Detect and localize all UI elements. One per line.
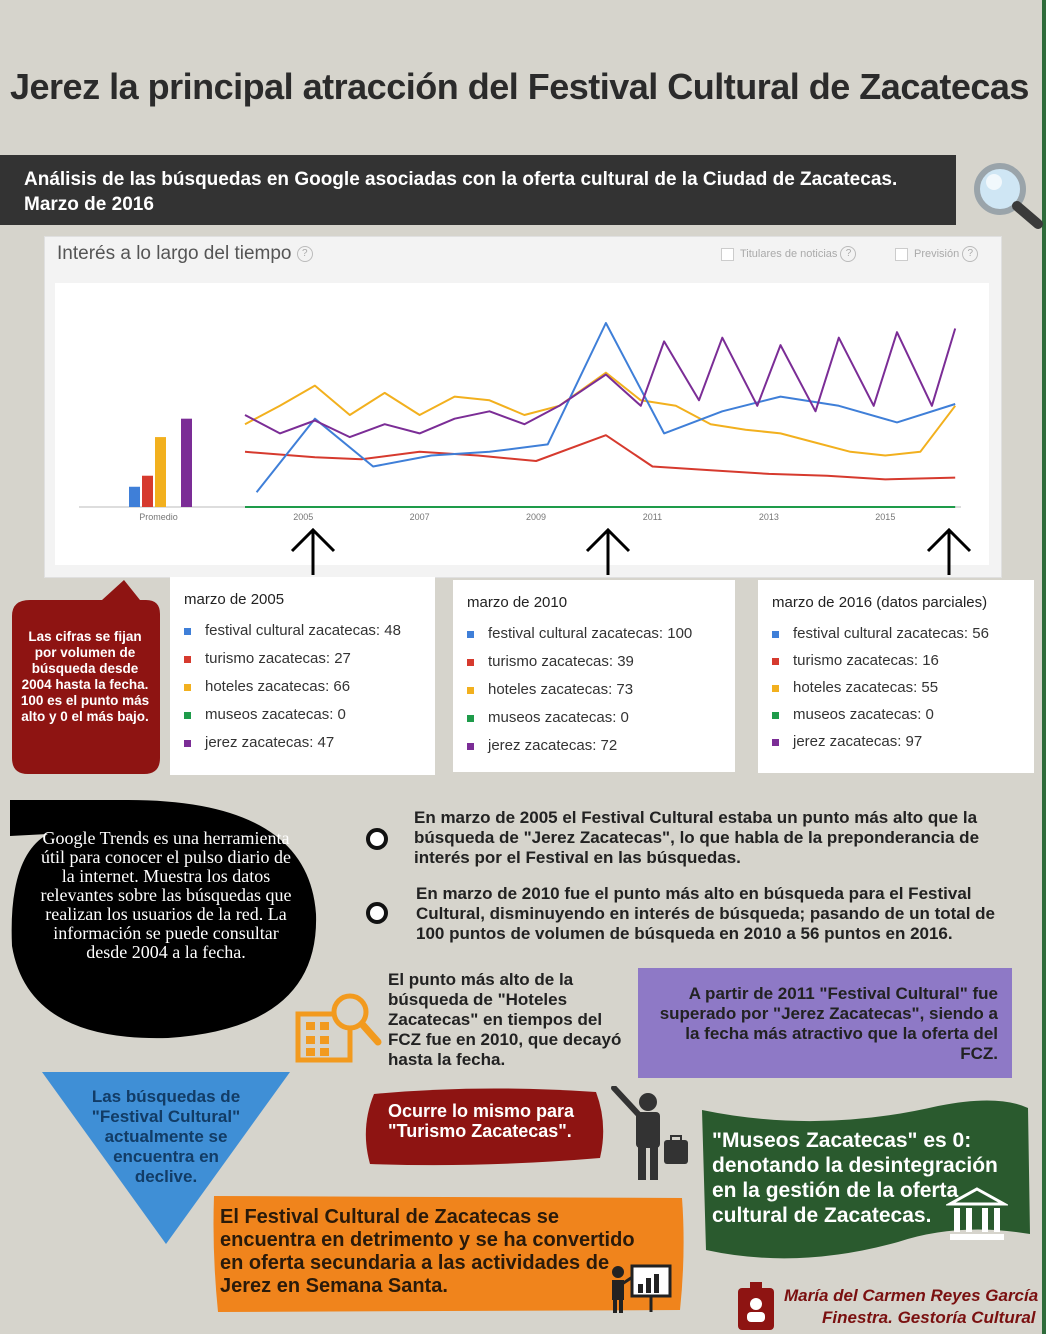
credit-line2: Finestra. Gestoría Cultural <box>822 1308 1036 1327</box>
x-tick-label: 2011 <box>642 512 663 522</box>
subtitle-bar <box>0 155 956 225</box>
red-note: Las cifras se fijan por volumen de búsqueda desde 2004 hasta la fecha. 100 es el punto más alto y 0 el más bajo. <box>20 629 150 724</box>
plot-area <box>55 283 989 565</box>
subtitle-line1: Análisis de las búsquedas en Google asociadas con la oferta cultural de la Ciudad de Zacatecas. <box>24 169 898 190</box>
page-title: Jerez la principal atracción del Festival Cultural de Zacatecas <box>10 66 1029 107</box>
turismo-note: Ocurre lo mismo para "Turismo Zacatecas". <box>388 1101 575 1141</box>
card-title: marzo de 2010 <box>467 594 568 611</box>
chart-panel <box>44 236 1002 578</box>
x-tick-label: 2005 <box>293 512 314 522</box>
chart-title: Interés a lo largo del tiempo ? <box>57 243 313 265</box>
list-item: festival cultural zacatecas: 100 <box>467 624 692 652</box>
list-item: museos zacatecas: 0 <box>772 705 989 732</box>
magnifier-icon <box>970 160 1046 230</box>
list-item: museos zacatecas: 0 <box>184 705 401 733</box>
card-title: marzo de 2016 (datos parciales) <box>772 594 988 611</box>
presenter-icon <box>606 1086 692 1182</box>
x-tick-label: 2009 <box>526 512 547 522</box>
list-item: jerez zacatecas: 97 <box>772 732 989 759</box>
average-bar <box>142 476 153 507</box>
card-2005 <box>170 577 435 775</box>
list-item: jerez zacatecas: 47 <box>184 733 401 761</box>
news-headlines-option[interactable]: Titulares de noticias ? <box>721 246 856 262</box>
checkbox-icon[interactable] <box>721 248 734 261</box>
museum-icon <box>946 1186 1008 1244</box>
bullet-text-2005: En marzo de 2005 el Festival Cultural estaba un punto más alto que la búsqueda de "Jerez Zacatecas", lo que habla de la preponderancia de interés por el Festival en las búsquedas. <box>414 808 980 867</box>
list-item: turismo zacatecas: 16 <box>772 651 989 678</box>
orange-note: El Festival Cultural de Zacatecas se encuentra en detrimento y se ha convertido en oferta secundaria a las actividades de Jerez en Semana Santa. <box>220 1206 635 1297</box>
series-line <box>245 329 955 438</box>
bullet-circle <box>366 828 388 850</box>
x-tick-label: 2015 <box>875 512 896 522</box>
presentation-icon <box>608 1262 674 1314</box>
arrow-up-icon <box>924 525 974 577</box>
average-bar <box>155 437 166 507</box>
list-item: turismo zacatecas: 39 <box>467 652 692 680</box>
arrow-up-icon <box>583 525 633 577</box>
list-item: museos zacatecas: 0 <box>467 708 692 736</box>
list-item: festival cultural zacatecas: 48 <box>184 621 401 649</box>
card-2010 <box>453 580 735 772</box>
x-tick-label: 2007 <box>409 512 430 522</box>
museos-note: "Museos Zacatecas" es 0: denotando la desintegración en la gestión de la oferta cultural de Zacatecas. <box>712 1129 998 1227</box>
help-icon[interactable]: ? <box>962 246 978 262</box>
average-bar <box>181 419 192 507</box>
series-line <box>245 435 955 479</box>
hotel-search-icon <box>292 990 384 1064</box>
trends-chart <box>55 283 989 565</box>
card-2016 <box>758 580 1034 773</box>
help-icon[interactable]: ? <box>297 246 313 262</box>
list-item: hoteles zacatecas: 73 <box>467 680 692 708</box>
black-note: Google Trends es una herramienta útil para conocer el pulso diario de la internet. Muestra los datos relevantes sobre las búsquedas que realizan los usuarios de la red. La información se puede consultar desde 2004 a la fecha. <box>40 828 292 962</box>
forecast-option[interactable]: Previsión ? <box>895 246 978 262</box>
hoteles-note: El punto más alto de la búsqueda de "Hoteles Zacatecas" en tiempos del FCZ fue en 2010, que decayó hasta la fecha. <box>388 970 622 1069</box>
subtitle-line2: Marzo de 2016 <box>24 194 154 215</box>
x-tick-label: 2013 <box>758 512 779 522</box>
jerez-note: A partir de 2011 "Festival Cultural" fue superado por "Jerez Zacatecas", siendo a la fecha más atractivo que la oferta del FCZ. <box>659 984 998 1063</box>
card-title: marzo de 2005 <box>184 591 285 608</box>
bullet-circle <box>366 902 388 924</box>
credit-line1: María del Carmen Reyes García <box>784 1286 1039 1305</box>
series-line <box>245 373 955 456</box>
arrow-up-icon <box>288 525 338 577</box>
average-bar <box>129 487 140 507</box>
list-item: festival cultural zacatecas: 56 <box>772 624 989 651</box>
list-item: hoteles zacatecas: 66 <box>184 677 401 705</box>
list-item: turismo zacatecas: 27 <box>184 649 401 677</box>
list-item: jerez zacatecas: 72 <box>467 736 692 764</box>
average-category-label: Promedio <box>139 512 178 522</box>
help-icon[interactable]: ? <box>840 246 856 262</box>
blue-note: Las búsquedas de "Festival Cultural" actualmente se encuentra en declive. <box>91 1087 241 1186</box>
list-item: hoteles zacatecas: 55 <box>772 678 989 705</box>
id-badge-icon <box>736 1280 776 1332</box>
checkbox-icon[interactable] <box>895 248 908 261</box>
bullet-text-2010: En marzo de 2010 fue el punto más alto en búsqueda para el Festival Cultural, disminuyendo en interés de búsqueda; pasando de un total de 100 puntos de volumen de búsqueda en 2010 a 56 puntos en 2016. <box>416 884 996 943</box>
